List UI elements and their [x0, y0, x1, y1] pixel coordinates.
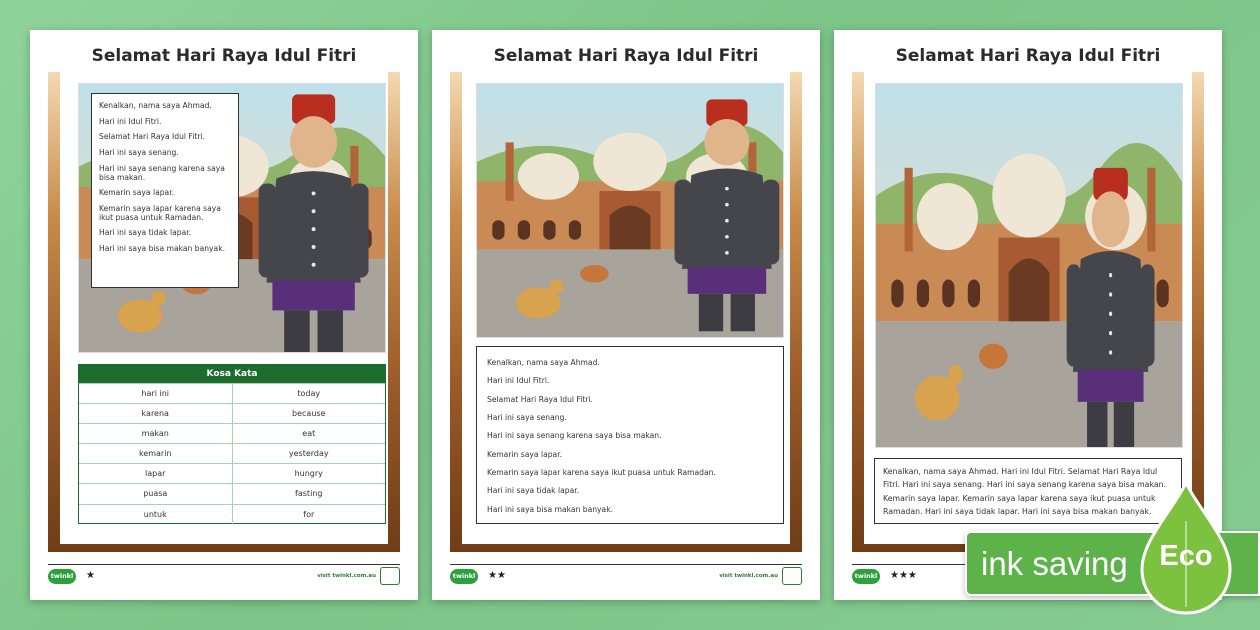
story-line: Selamat Hari Raya Idul Fitri. — [487, 394, 593, 404]
story-text-box — [874, 458, 1182, 524]
difficulty-stars: ★★ — [488, 570, 506, 581]
vocabulary-table — [78, 364, 386, 524]
quality-mark-icon — [380, 567, 400, 585]
story-line: Hari ini saya tidak lapar. — [99, 228, 192, 238]
vocab-word: kemarin — [79, 444, 233, 463]
difficulty-stars: ★★★ — [890, 570, 917, 581]
vocab-meaning: yesterday — [288, 449, 329, 459]
twinkl-logo[interactable]: twinkl — [48, 569, 76, 584]
vocab-word: untuk — [79, 505, 233, 524]
vocab-meaning: because — [292, 409, 326, 419]
story-line: Kemarin saya lapar. — [99, 188, 175, 198]
table-row — [79, 483, 385, 503]
vocab-meaning: hungry — [294, 469, 323, 479]
worksheet-1[interactable] — [30, 30, 418, 600]
vocab-word: lapar — [79, 464, 233, 483]
story-line: Kenalkan, nama saya Ahmad. — [99, 101, 212, 110]
sheet-footer — [450, 564, 802, 586]
vocab-meaning: today — [297, 389, 321, 398]
story-line: Hari ini saya senang. — [487, 412, 567, 422]
story-line: Hari ini Idul Fitri. — [99, 116, 162, 126]
story-line: Selamat Hari Raya Idul Fitri. — [99, 132, 205, 142]
story-line: Hari ini saya senang karena saya bisa makan. — [99, 163, 225, 182]
mosque-illustration — [875, 83, 1183, 448]
story-text-box — [91, 93, 239, 288]
vocab-meaning: eat — [302, 429, 316, 439]
story-line: Hari ini saya bisa makan banyak. — [487, 504, 614, 514]
story-line: Kemarin saya lapar karena saya ikut puasa untuk Ramadan. — [487, 467, 716, 477]
story-line: Hari ini saya bisa makan banyak. — [99, 244, 226, 254]
sheet-title: Selamat Hari Raya Idul Fitri — [79, 42, 369, 70]
quality-mark-icon — [782, 567, 802, 585]
vocab-word: puasa — [79, 484, 233, 503]
mosque-illustration — [476, 83, 784, 338]
table-row — [79, 504, 385, 524]
story-line: Hari ini Idul Fitri. — [487, 376, 550, 386]
twinkl-logo[interactable]: twinkl — [852, 569, 880, 584]
vocab-meaning: fasting — [295, 489, 323, 499]
ink-saving-text: ink saving — [981, 545, 1128, 582]
table-row — [79, 403, 385, 423]
site-link[interactable]: visit twinkl.com.au — [719, 573, 778, 579]
story-line: Kemarin saya lapar karena saya ikut puasa untuk Ramadan. — [99, 204, 221, 222]
story-text-box — [476, 346, 784, 524]
story-line: Kemarin saya lapar. — [487, 449, 563, 459]
vocab-word: makan — [79, 424, 233, 443]
story-paragraph: Kenalkan, nama saya Ahmad. Hari ini Idul Fitri. Selamat Hari Raya Idul Fitri. Hari ini saya senang. Hari ini saya senang karena saya bisa makan. Kemarin saya lapar. Kemarin saya lapar karena saya ikut puasa untuk Ramadan. Hari ini saya tidak lapar. Hari ini saya bisa makan banyak. — [883, 467, 1167, 516]
sheet-footer — [48, 564, 400, 586]
table-row — [79, 443, 385, 463]
table-row — [79, 423, 385, 443]
twinkl-logo[interactable]: twinkl — [450, 569, 478, 584]
vocab-word: karena — [79, 404, 233, 423]
worksheet-2[interactable] — [432, 30, 820, 600]
table-row — [79, 463, 385, 483]
table-row — [79, 383, 385, 403]
story-line: Hari ini saya senang karena saya bisa makan. — [487, 431, 662, 441]
sheet-title: Selamat Hari Raya Idul Fitri — [883, 42, 1173, 70]
vocab-word: hari ini — [79, 384, 233, 403]
difficulty-stars: ★ — [86, 570, 95, 581]
eco-label: Eco — [1159, 540, 1213, 572]
story-line: Hari ini saya senang. — [99, 148, 179, 158]
site-link[interactable]: visit twinkl.com.au — [317, 573, 376, 579]
sheet-title: Selamat Hari Raya Idul Fitri — [481, 42, 771, 70]
story-line: Kenalkan, nama saya Ahmad. — [487, 358, 600, 367]
vocabulary-title: Kosa Kata — [79, 365, 385, 383]
story-line: Hari ini saya tidak lapar. — [487, 486, 580, 496]
vocab-meaning: for — [303, 509, 315, 519]
